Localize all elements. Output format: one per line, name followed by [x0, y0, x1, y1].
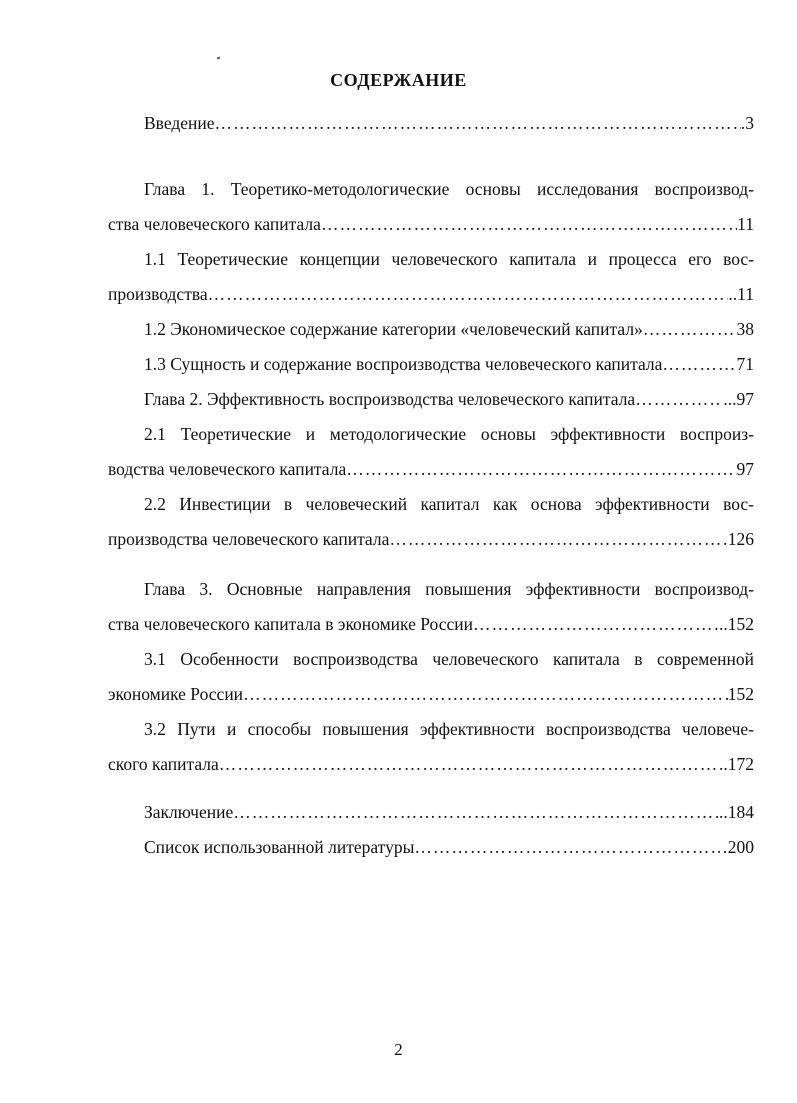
toc-entry-text: Глава 2. Эффективность воспроизводства человеческого капитала: [144, 389, 636, 409]
leader-dots: [389, 522, 727, 557]
toc-entry: [108, 522, 754, 557]
toc-entry: [108, 795, 754, 830]
toc-page-number: 200: [727, 837, 754, 857]
leader-dots: [215, 106, 741, 141]
toc-entry-line: 1.1 Теоретические концепции человеческого капитала и процесса его вос-: [144, 249, 754, 269]
toc-entry-text: экономике России: [108, 684, 244, 704]
toc-entry: [108, 277, 754, 312]
toc-entry-line: 2.1 Теоретические и методологические основы эффективности воспроиз-: [144, 424, 754, 444]
leader-dots: [635, 382, 723, 417]
toc-page-number: ..184: [719, 802, 754, 822]
leader-dots: [321, 207, 737, 242]
toc-page-number: ..11: [728, 284, 754, 304]
toc-entry-text: Заключение: [144, 802, 234, 822]
leader-dots: [219, 747, 719, 782]
leader-dots: [414, 830, 727, 865]
toc-entry-text: 1.3 Сущность и содержание воспроизводства человеческого капитала: [144, 354, 663, 374]
toc-entry-text: ского капитала: [108, 754, 219, 774]
toc-intro: [108, 106, 754, 141]
leader-dots: [643, 312, 737, 347]
toc-page-number: 11: [737, 214, 754, 234]
toc-entry-text: 1.2 Экономическое содержание категории «человеческий капитал»: [144, 319, 643, 339]
toc-entry-text: Введение: [144, 113, 215, 133]
leader-dots: [473, 607, 719, 642]
toc-entry: [108, 677, 754, 712]
leader-dots: [208, 277, 729, 312]
toc-entry-line: Глава 3. Основные направления повышения эффективности воспроизвод-: [144, 579, 754, 599]
toc-entry: [108, 607, 754, 642]
toc-chapter-1: [108, 172, 754, 382]
toc-entry-text: производства: [108, 284, 208, 304]
toc-page-number: 152: [727, 684, 754, 704]
toc-entry-text: ства человеческого капитала: [108, 214, 321, 234]
scan-speck: [217, 57, 221, 60]
toc-entry-line: Глава 1. Теоретико-методологические основы исследования воспроизвод-: [144, 179, 754, 199]
toc-page-number: ...97: [723, 389, 754, 409]
toc-entry: [108, 382, 754, 417]
toc-chapter-3: [108, 572, 754, 782]
toc-page-number: ..152: [719, 614, 754, 634]
leader-dots: [346, 452, 736, 487]
toc-entry: [108, 747, 754, 782]
toc-page-number: 97: [736, 459, 754, 479]
page-number: 2: [394, 1040, 403, 1059]
toc-page-number: 71: [736, 354, 754, 374]
toc-entry-line: 2.2 Инвестиции в человеческий капитал как основа эффективности вос-: [144, 494, 754, 514]
toc-entry-line: 3.2 Пути и способы повышения эффективности воспроизводства человече-: [144, 719, 754, 739]
toc-entry: [108, 347, 754, 382]
page-title: СОДЕРЖАНИЕ: [330, 70, 467, 90]
toc-final: [108, 795, 754, 865]
toc-page-number: .3: [740, 113, 754, 133]
leader-dots: [243, 677, 728, 712]
leader-dots: [233, 795, 719, 830]
toc-entry-text: Список использованной литературы: [144, 837, 415, 857]
toc-page-number: 38: [736, 319, 754, 339]
toc-page-number: 126: [727, 529, 754, 549]
toc-entry-line: 3.1 Особенности воспроизводства человеческого капитала в современной: [144, 649, 754, 669]
toc-entry: [108, 312, 754, 347]
toc-entry: [108, 207, 754, 242]
toc-entry-text: ства человеческого капитала в экономике России: [108, 614, 473, 634]
toc-entry: [108, 830, 754, 865]
toc-page-number: ..172: [719, 754, 754, 774]
leader-dots: [662, 347, 736, 382]
toc-chapter-2: [108, 382, 754, 557]
toc-entry-text: водства человеческого капитала: [108, 459, 347, 479]
toc-entry: [108, 452, 754, 487]
toc-entry: [108, 106, 754, 141]
toc-entry-text: производства человеческого капитала: [108, 529, 390, 549]
